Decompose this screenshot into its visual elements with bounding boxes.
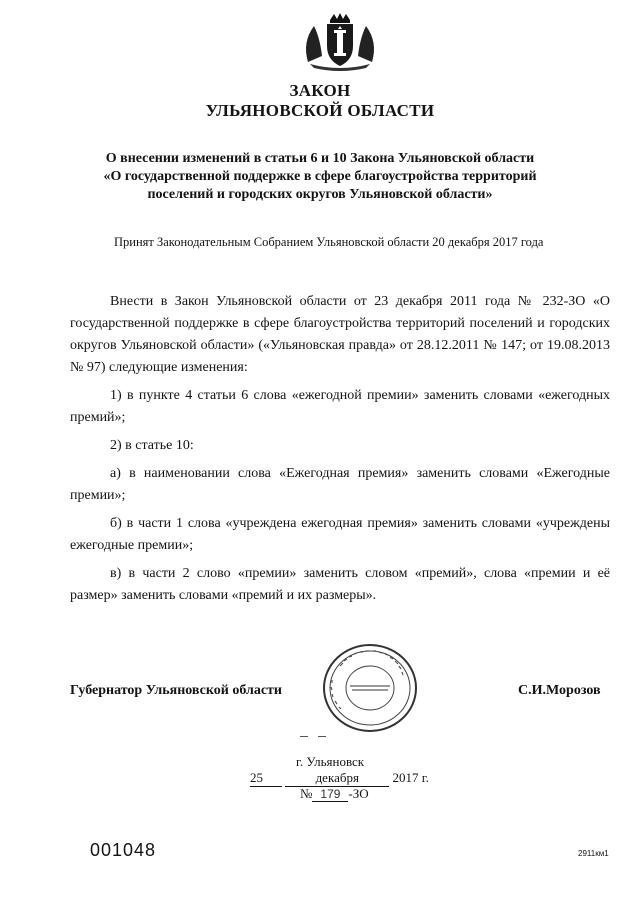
divider-mark xyxy=(300,736,308,737)
signing-date xyxy=(250,770,429,787)
date-day: 25 xyxy=(250,770,282,787)
body-item-1: 1) в пункте 4 статьи 6 слова «ежегодной премии» заменить словами «ежегодных премий»; xyxy=(70,388,610,425)
document-body xyxy=(70,291,610,607)
body-item-2c: в) в части 2 слово «премии» заменить словом «премий», слова «премии и её размер» заменить словами «премий и их размеры». xyxy=(70,566,610,603)
law-number-value: 179 xyxy=(312,787,348,802)
body-intro-paragraph: Внести в Закон Ульяновской области от 23 декабря 2011 года № 232-ЗО «О государственной поддержке в сфере благоустройства территорий поселений и городских округов Ульяновской области» («Ульяновская правда» от 28.12.2011 № 147; от 19.08.2013 № 97) следующие изменения: xyxy=(70,294,610,375)
official-seal-stamp xyxy=(318,640,422,736)
date-month: декабря xyxy=(285,770,389,787)
body-item-2a: а) в наименовании слова «Ежегодная премия» заменить словами «Ежегодные премии»; xyxy=(70,466,610,503)
coat-of-arms-emblem xyxy=(300,12,380,72)
body-item-2b: б) в части 1 слова «учреждена ежегодная премия» заменить словами «учреждены ежегодные премии»; xyxy=(70,516,610,553)
law-number-suffix: -ЗО xyxy=(348,786,369,801)
body-item-2: 2) в статье 10: xyxy=(110,438,194,453)
document-title-line2: УЛЬЯНОВСКОЙ ОБЛАСТИ xyxy=(205,101,435,120)
divider-mark xyxy=(318,736,326,737)
signatory-position: Губернатор Ульяновской области xyxy=(70,683,282,698)
print-code: 2911км1 xyxy=(578,849,609,858)
form-serial-number: 001048 xyxy=(90,840,157,860)
document-subtitle-line2: «О государственной поддержке в сфере благоустройства территорий xyxy=(103,169,537,184)
document-subtitle-line1: О внесении изменений в статьи 6 и 10 Закона Ульяновской области xyxy=(105,151,535,166)
law-number-prefix: № xyxy=(300,786,313,801)
document-subtitle-line3: поселений и городских округов Ульяновской области» xyxy=(147,187,493,202)
signatory-name: С.И.Морозов xyxy=(518,683,601,698)
place-of-signing: г. Ульяновск xyxy=(296,754,365,769)
adoption-line: Принят Законодательным Собранием Ульяновской области 20 декабря 2017 года xyxy=(114,235,544,249)
law-number xyxy=(300,786,369,802)
date-year: 2017 г. xyxy=(392,770,429,785)
document-title-line1: ЗАКОН xyxy=(289,81,351,100)
